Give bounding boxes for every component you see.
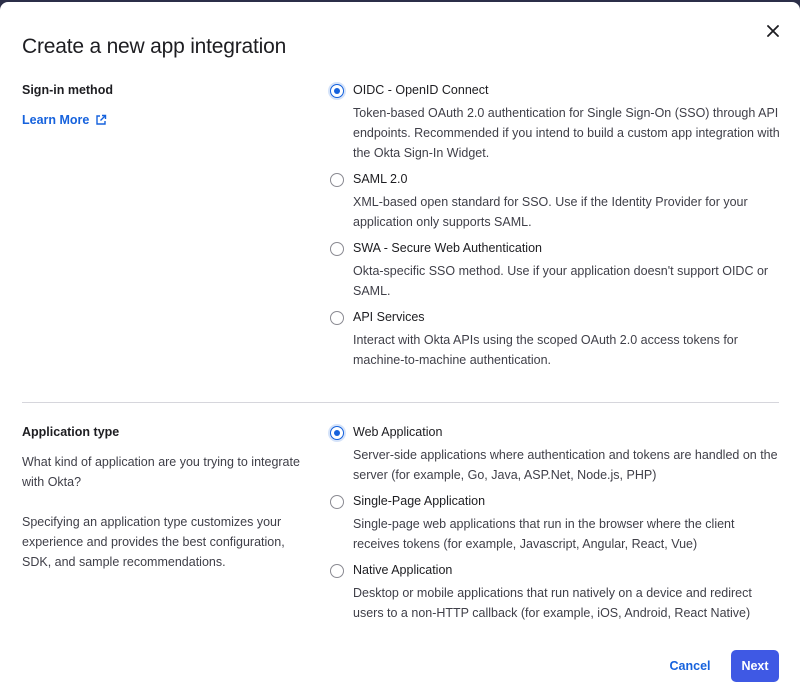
create-app-integration-dialog: [0, 2, 800, 698]
radio-button[interactable]: [330, 564, 344, 578]
option-description: Okta-specific SSO method. Use if your application doesn't support OIDC or SAML.: [353, 264, 769, 298]
radio-button[interactable]: [330, 173, 344, 187]
radio-button[interactable]: [330, 242, 344, 256]
application-type-question: What kind of application are you trying to integrate with Okta?: [22, 455, 300, 489]
option-description: Server-side applications where authentication and tokens are handled on the server (for example, Go, Java, ASP.Net, Node.js, PHP): [353, 448, 778, 482]
dialog-title: Create a new app integration: [22, 35, 287, 58]
close-icon: [767, 25, 779, 37]
sign-in-method-label: Sign-in method: [22, 83, 113, 97]
radio-button[interactable]: [330, 495, 344, 509]
option-description: Token-based OAuth 2.0 authentication for Single Sign-On (SSO) through API endpoints. Recommended if you intend to build a custom app integration with the Okta Sign-In Widget.: [353, 106, 780, 160]
radio-button[interactable]: [330, 311, 344, 325]
radio-button-checked[interactable]: [330, 84, 344, 98]
option-label: API Services: [353, 310, 425, 324]
learn-more-link[interactable]: [22, 113, 107, 127]
learn-more-label: Learn More: [22, 113, 90, 127]
option-description: XML-based open standard for SSO. Use if the Identity Provider for your application only supports SAML.: [353, 195, 748, 229]
radio-button-checked[interactable]: [330, 426, 344, 440]
cancel-button[interactable]: Cancel: [661, 650, 719, 682]
section-divider: [22, 402, 779, 403]
application-type-help: Specifying an application type customizes your experience and provides the best configuration, SDK, and sample recommendations.: [22, 515, 285, 569]
option-description: Desktop or mobile applications that run natively on a device and redirect users to a non-HTTP callback (for example, iOS, Android, React Native): [353, 586, 752, 620]
external-link-icon: [95, 114, 107, 126]
option-label: SAML 2.0: [353, 172, 408, 186]
close-button[interactable]: [762, 20, 784, 42]
option-label: Web Application: [353, 425, 443, 439]
option-description: Single-page web applications that run in the browser where the client receives tokens (for example, Javascript, Angular, React, Vue): [353, 517, 735, 551]
option-label: Single-Page Application: [353, 494, 486, 508]
option-label: SWA - Secure Web Authentication: [353, 241, 542, 255]
option-label: OIDC - OpenID Connect: [353, 83, 489, 97]
application-type-label: Application type: [22, 425, 120, 439]
option-label: Native Application: [353, 563, 453, 577]
next-button[interactable]: Next: [731, 650, 779, 682]
option-description: Interact with Okta APIs using the scoped OAuth 2.0 access tokens for machine-to-machine authentication.: [353, 333, 738, 367]
